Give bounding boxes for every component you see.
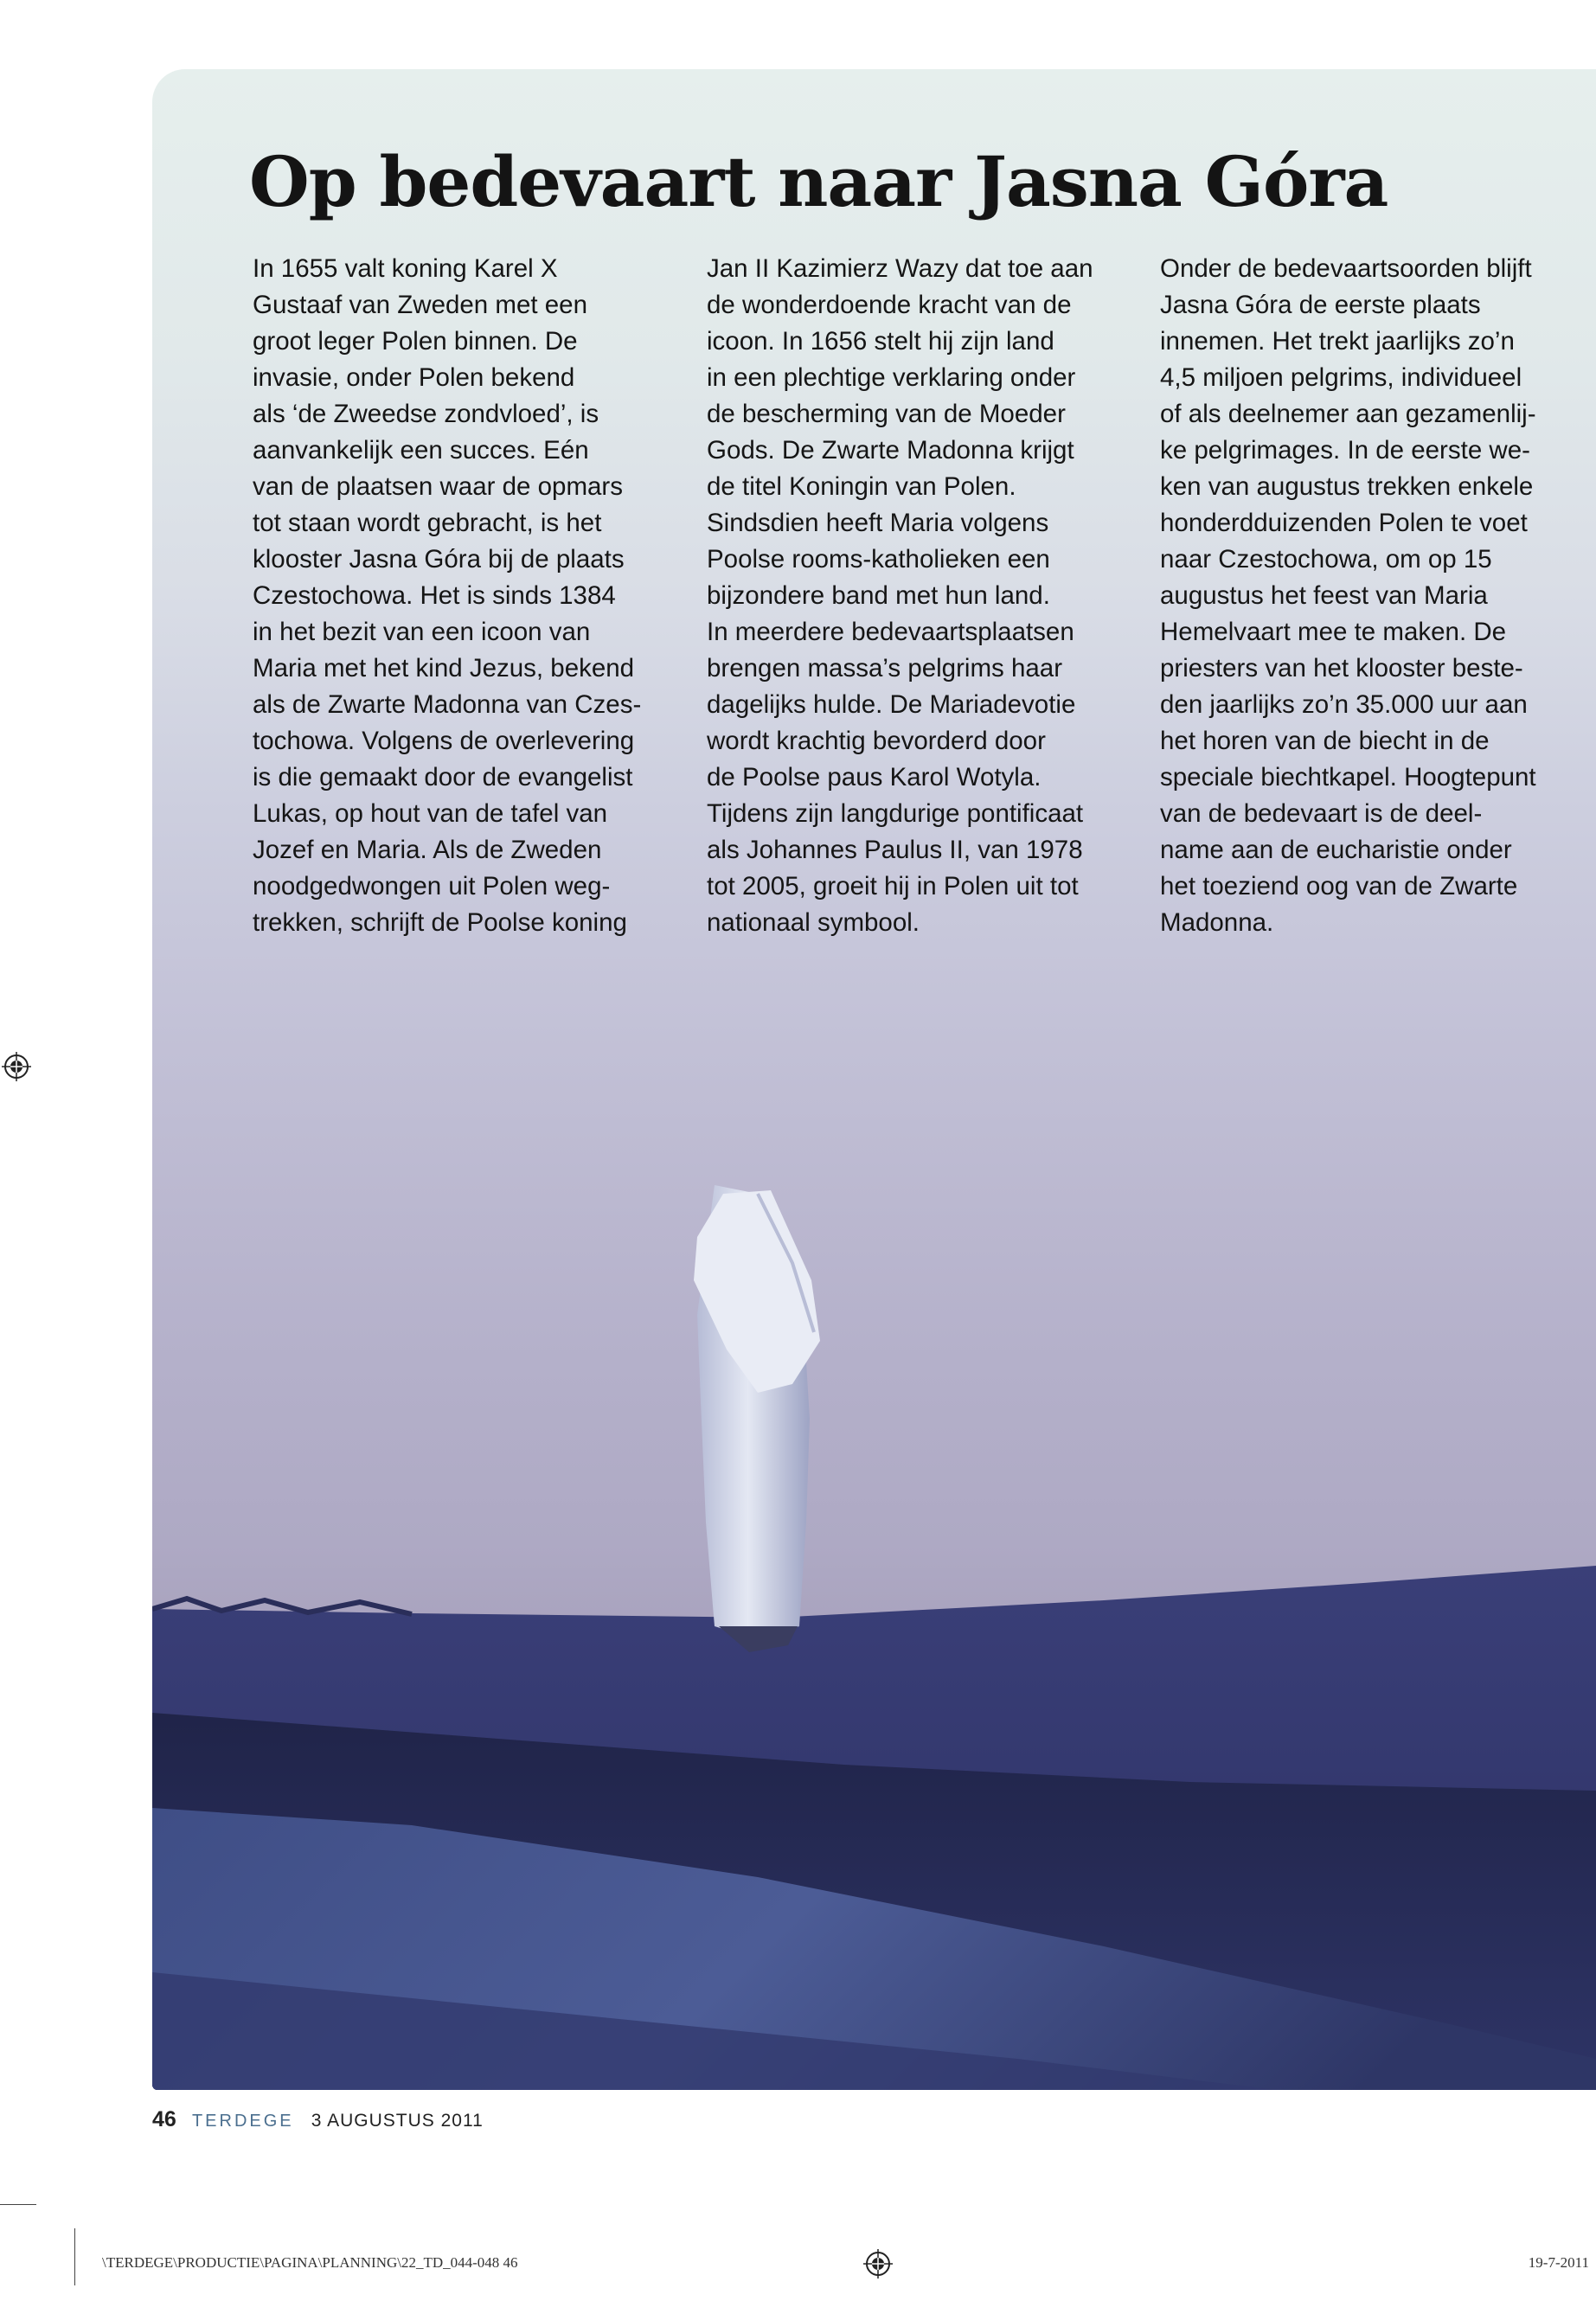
article-line: innemen. Het trekt jaarlijks zo’n [1160,327,1515,356]
article-line: dagelijks hulde. De Mariadevotie [707,690,1076,719]
article-title: Op bedevaart naar Jasna Góra [249,141,1388,222]
article-line: brengen massa’s pelgrims haar [707,654,1063,683]
article-line: Gods. De Zwarte Madonna krijgt [707,436,1074,465]
article-line: name aan de eucharistie onder [1160,836,1512,864]
article-line: de titel Koningin van Polen. [707,472,1016,501]
article-line: klooster Jasna Góra bij de plaats [253,545,625,574]
article-line: tot 2005, groeit hij in Polen uit tot [707,872,1079,901]
article-line: invasie, onder Polen bekend [253,363,575,392]
article-line: het toeziend oog van de Zwarte [1160,872,1518,901]
article-line: als ‘de Zweedse zondvloed’, is [253,400,599,428]
issue-date: 3 AUGUSTUS 2011 [311,2111,484,2131]
article-column-2 [707,251,1144,941]
article-line: Madonna. [1160,908,1274,937]
article-line: In meerdere bedevaartsplaatsen [707,618,1074,646]
article-line: noodgedwongen uit Polen weg- [253,872,611,901]
article-line: Onder de bedevaartsoorden blijft [1160,254,1532,283]
article-line: den jaarlijks zo’n 35.000 uur aan [1160,690,1528,719]
article-line: Jasna Góra de eerste plaats [1160,291,1481,319]
article-line: van de bedevaart is de deel- [1160,799,1483,828]
page-number: 46 [152,2107,176,2131]
article-line: wordt krachtig bevorderd door [707,727,1046,755]
article-line: Gustaaf van Zweden met een [253,291,588,319]
registration-mark-icon [2,1052,31,1081]
article-line: priesters van het klooster beste- [1160,654,1523,683]
article-line: in een plechtige verklaring onder [707,363,1076,392]
crop-mark-vertical [74,2228,75,2285]
pilgrim-figure [694,1185,820,1652]
publication-name: TERDEGE [191,2112,294,2131]
article-line: trekken, schrijft de Poolse koning [253,908,627,937]
article-line: Czestochowa. Het is sinds 1384 [253,581,616,610]
page-footer [152,2107,484,2132]
article-line: van de plaatsen waar de opmars [253,472,624,501]
article-column-1 [253,251,689,941]
article-column-3 [1160,251,1596,941]
article-line: het horen van de biecht in de [1160,727,1490,755]
photo-pilgrim-at-dusk [152,69,1596,2090]
article-line: tochowa. Volgens de overlevering [253,727,635,755]
article-line: als de Zwarte Madonna van Czes- [253,690,642,719]
article-line: honderdduizenden Polen te voet [1160,509,1528,537]
article-line: de bescherming van de Moeder [707,400,1066,428]
article-line: In 1655 valt koning Karel X [253,254,558,283]
article-line: Lukas, op hout van de tafel van [253,799,608,828]
article-line: bijzondere band met hun land. [707,581,1050,610]
article-line: Jan II Kazimierz Wazy dat toe aan [707,254,1093,283]
article-line: Maria met het kind Jezus, bekend [253,654,635,683]
article-line: Jozef en Maria. Als de Zweden [253,836,602,864]
article-line: als Johannes Paulus II, van 1978 [707,836,1083,864]
article-line: of als deelnemer aan gezamenlij- [1160,400,1536,428]
article-line: 4,5 miljoen pelgrims, individueel [1160,363,1522,392]
article-line: Tijdens zijn langdurige pontificaat [707,799,1084,828]
article-line: ken van augustus trekken enkele [1160,472,1534,501]
article-line: aanvankelijk een succes. Eén [253,436,589,465]
crop-mark-horizontal [0,2204,36,2205]
registration-mark-icon [863,2249,893,2279]
article-line: Poolse rooms-katholieken een [707,545,1050,574]
print-slug-date: 19-7-2011 [1528,2254,1589,2271]
article-line: is die gemaakt door de evangelist [253,763,633,792]
article-line: augustus het feest van Maria [1160,581,1488,610]
article-line: speciale biechtkapel. Hoogtepunt [1160,763,1536,792]
article-line: tot staan wordt gebracht, is het [253,509,602,537]
print-slug-path: \TERDEGE\PRODUCTIE\PAGINA\PLANNING\22_TD_044-048 46 [102,2254,518,2271]
article-line: naar Czestochowa, om op 15 [1160,545,1492,574]
article-line: Sindsdien heeft Maria volgens [707,509,1049,537]
article-line: groot leger Polen binnen. De [253,327,578,356]
article-line: Hemelvaart mee te maken. De [1160,618,1507,646]
article-line: de wonderdoende kracht van de [707,291,1072,319]
article-line: de Poolse paus Karol Wotyla. [707,763,1042,792]
article-line: nationaal symbool. [707,908,920,937]
article-line: icoon. In 1656 stelt hij zijn land [707,327,1054,356]
article-line: in het bezit van een icoon van [253,618,591,646]
article-line: ke pelgrimages. In de eerste we- [1160,436,1530,465]
